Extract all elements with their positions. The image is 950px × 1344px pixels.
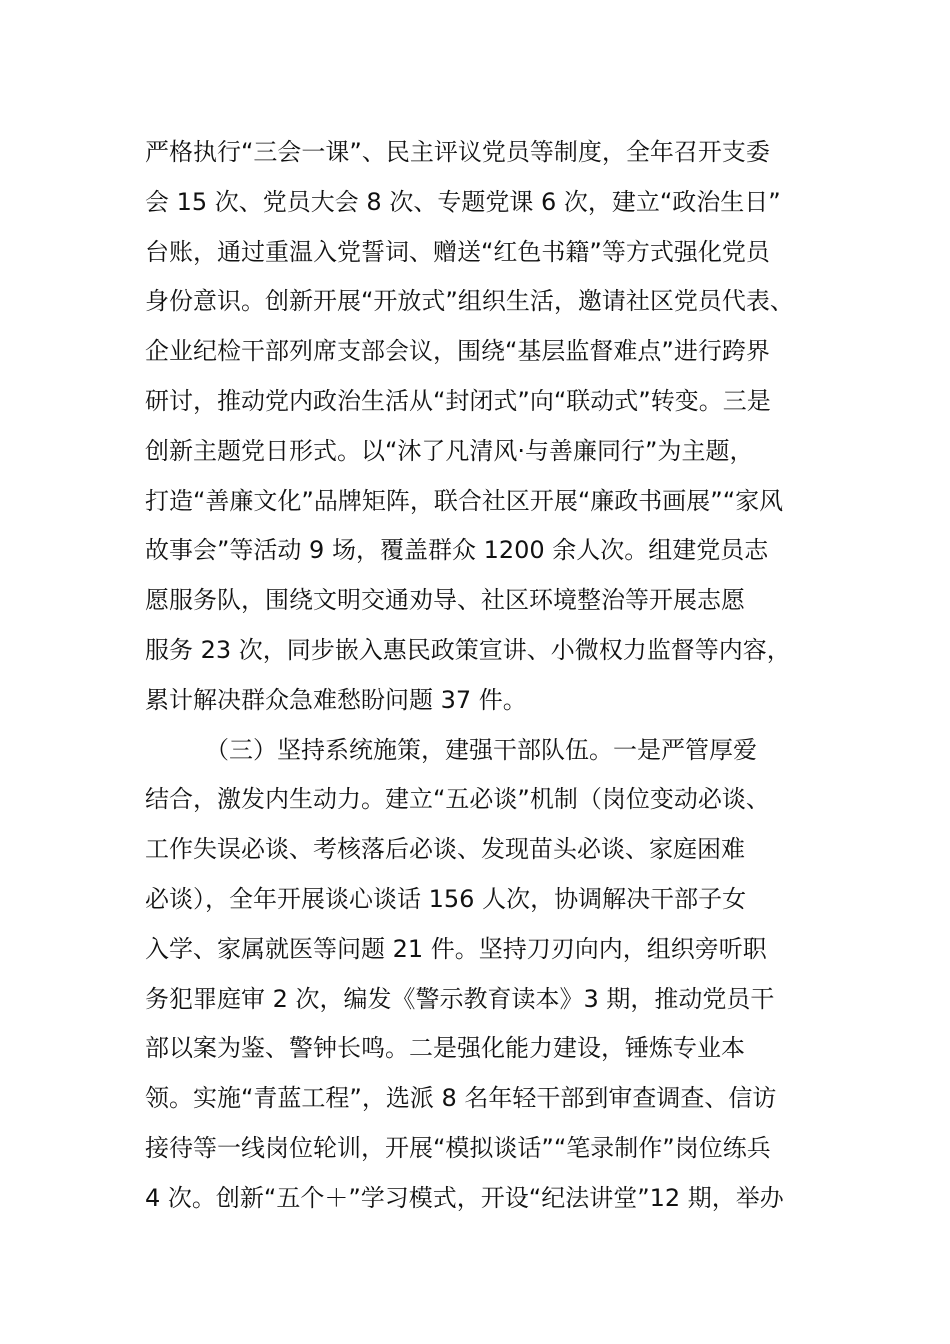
text-line: 接待等一线岗位轮训，开展“模拟谈话”“笔录制作”岗位练兵 (145, 1133, 771, 1162)
text-line: 愿服务队，围绕文明交通劝导、社区环境整治等开展志愿 (145, 586, 745, 615)
text-line: 打造“善廉文化”品牌矩阵，联合社区开展“廉政书画展”“家风 (145, 486, 784, 515)
text-line: 研讨，推动党内政治生活从“封闭式”向“联动式”转变。三是 (145, 386, 771, 415)
text-line: 台账，通过重温入党誓词、赠送“红色书籍”等方式强化党员 (145, 237, 770, 266)
text-line: 结合，激发内生动力。建立“五必谈”机制（岗位变动必谈、 (145, 785, 770, 814)
text-line: 严格执行“三会一课”、民主评议党员等制度，全年召开支委 (145, 138, 770, 166)
text-line: 务犯罪庭审 2 次，编发《警示教育读本》3 期，推动党员干 (145, 984, 775, 1013)
section-heading-line: （三）坚持系统施策，建强干部队伍。一是严管厚爱 (205, 735, 757, 764)
text-line: 领。实施“青蓝工程”，选派 8 名年轻干部到审查调查、信访 (145, 1084, 777, 1113)
text-line: 身份意识。创新开展“开放式”组织生活，邀请社区党员代表、 (145, 287, 794, 316)
text-line: 会 15 次、党员大会 8 次、专题党课 6 次，建立“政治生日” (145, 187, 781, 216)
text-line: 部以案为鉴、警钟长鸣。二是强化能力建设，锤炼专业本 (145, 1034, 745, 1063)
text-line: 必谈），全年开展谈心谈话 156 人次，协调解决干部子女 (145, 884, 747, 913)
text-line: 4 次。创新“五个＋”学习模式，开设“纪法讲堂”12 期，举办 (145, 1183, 784, 1212)
paragraph-party-life (145, 128, 835, 726)
text-line: 入学、家属就医等问题 21 件。坚持刀刃向内，组织旁听职 (145, 934, 767, 963)
text-line: 累计解决群众急难愁盼问题 37 件。 (145, 685, 527, 714)
text-line: 创新主题党日形式。以“沐了凡清风·与善廉同行”为主题， (145, 436, 754, 465)
paragraph-cadre-team (145, 726, 835, 1224)
text-line: 企业纪检干部列席支部会议，围绕“基层监督难点”进行跨界 (145, 337, 770, 366)
body-text (145, 128, 835, 1224)
text-line: 工作失误必谈、考核落后必谈、发现苗头必谈、家庭困难 (145, 835, 745, 864)
text-line: 服务 23 次，同步嵌入惠民政策宣讲、小微权力监督等内容， (145, 635, 791, 664)
text-line: 故事会”等活动 9 场，覆盖群众 1200 余人次。组建党员志 (145, 536, 769, 565)
